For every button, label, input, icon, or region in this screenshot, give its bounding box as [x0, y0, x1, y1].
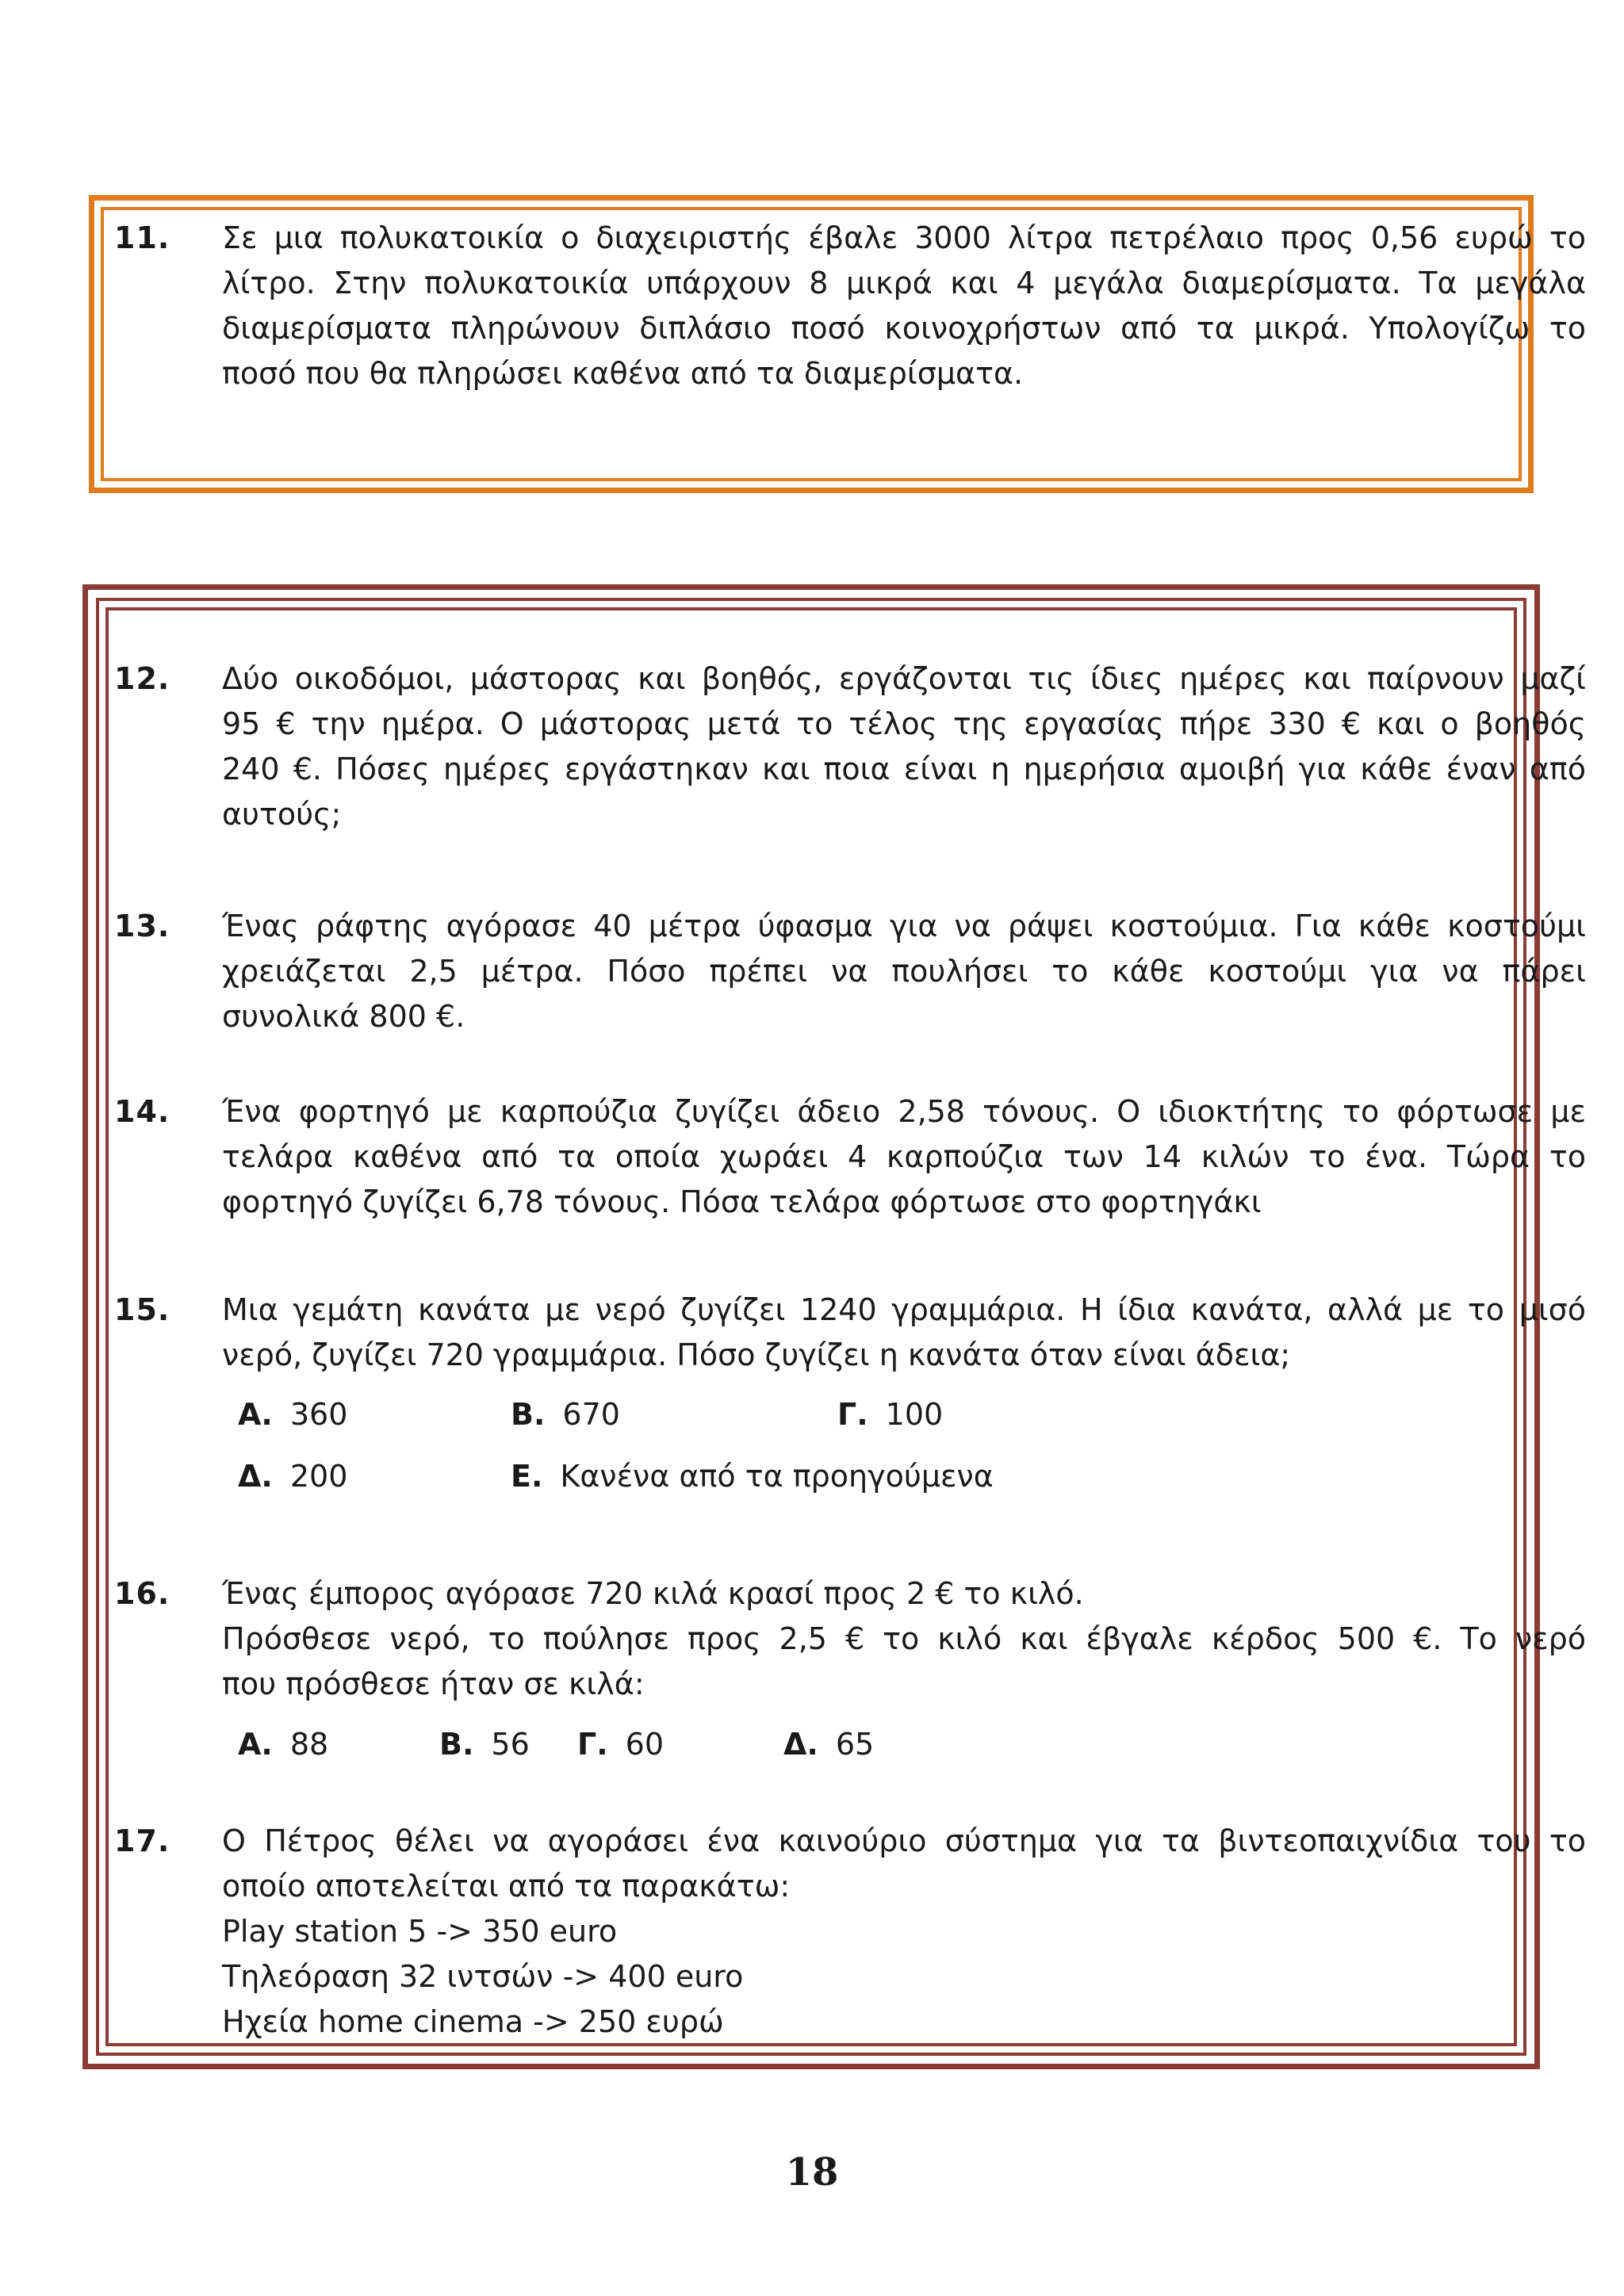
question-number: 17.: [114, 1823, 170, 1858]
text-line: Πρόσθεσε νερό, το πούλησε προς 2,5 € το κιλό και έβγαλε κέρδος 500 €. Το νερό: [222, 1621, 1586, 1656]
option-letter: Α.: [238, 1727, 273, 1762]
question-number: 14.: [114, 1094, 170, 1129]
option-a: [238, 1727, 328, 1762]
question-number: 11.: [114, 220, 170, 255]
question-number: 16.: [114, 1576, 170, 1611]
option-letter: Ε.: [511, 1459, 543, 1494]
text-line: φορτηγό ζυγίζει 6,78 τόνους. Πόσα τελάρα φόρτωσε στο φορτηγάκι: [222, 1184, 1262, 1219]
option-c: [577, 1727, 664, 1762]
text-line: νερό, ζυγίζει 720 γραμμάρια. Πόσο ζυγίζει η κανάτα όταν είναι άδεια;: [222, 1337, 1291, 1372]
text-line: 240 €. Πόσες ημέρες εργάστηκαν και ποια είναι η ημερήσια αμοιβή για κάθε έναν από: [222, 752, 1586, 786]
option-value: 88: [289, 1727, 329, 1762]
option-letter: Α.: [238, 1397, 273, 1432]
option-a: [238, 1397, 347, 1432]
option-e: [511, 1459, 994, 1494]
option-d: [238, 1459, 347, 1494]
text-line: που πρόσθεσε ήταν σε κιλά:: [222, 1667, 645, 1701]
question-text: [222, 216, 1586, 396]
text-line: συνολικά 800 €.: [222, 999, 465, 1034]
option-c: [837, 1397, 943, 1432]
question-text: [222, 656, 1586, 837]
option-letter: Β.: [511, 1397, 546, 1432]
text-line: Ένα φορτηγό με καρπούζια ζυγίζει άδειο 2,58 τόνους. Ο ιδιοκτήτης το φόρτωσε με: [222, 1094, 1586, 1129]
text-line: τελάρα καθένα από τα οποία χωράει 4 καρπούζια των 14 κιλών το ένα. Τώρα το: [222, 1139, 1586, 1174]
text-line: διαμερίσματα πληρώνουν διπλάσιο ποσό κοινοχρήστων από τα μικρά. Υπολογίζω το: [222, 311, 1586, 346]
question-number: 15.: [114, 1292, 170, 1327]
text-line: Ένας ράφτης αγόρασε 40 μέτρα ύφασμα για να ράψει κοστούμια. Για κάθε κοστούμι: [222, 909, 1586, 943]
text-line: Σε μια πολυκατοικία ο διαχειριστής έβαλε 3000 λίτρα πετρέλαιο προς 0,56 ευρώ το: [222, 220, 1586, 255]
question-text: [222, 1288, 1586, 1378]
question-number: 12.: [114, 661, 170, 696]
option-letter: Δ.: [783, 1727, 818, 1762]
question-text: [222, 1089, 1586, 1225]
text-line: λίτρο. Στην πολυκατοικία υπάρχουν 8 μικρά και 4 μεγάλα διαμερίσματα. Τα μεγάλα: [222, 266, 1586, 300]
option-letter: Β.: [439, 1727, 474, 1762]
option-value: 65: [835, 1727, 875, 1762]
text-line: ποσό που θα πληρώσει καθένα από τα διαμερίσματα.: [222, 356, 1024, 391]
text-line: χρειάζεται 2,5 μέτρα. Πόσο πρέπει να πουλήσει το κάθε κοστούμι για να πάρει: [222, 954, 1586, 989]
text-line: Ο Πέτρος θέλει να αγοράσει ένα καινούριο σύστημα για τα βιντεοπαιχνίδια του το: [222, 1823, 1586, 1858]
option-value: 100: [885, 1397, 944, 1432]
option-letter: Γ.: [837, 1397, 868, 1432]
question-text: [222, 1819, 1586, 2045]
option-d: [783, 1727, 874, 1762]
text-line: αυτούς;: [222, 797, 342, 832]
option-value: 670: [562, 1397, 620, 1432]
text-line: Δύο οικοδόμοι, μάστορας και βοηθός, εργάζονται τις ίδιες ημέρες και παίρνουν μαζί: [222, 661, 1586, 696]
question-number: 13.: [114, 909, 170, 943]
option-b: [511, 1397, 620, 1432]
text-line: Μια γεμάτη κανάτα με νερό ζυγίζει 1240 γραμμάρια. Η ίδια κανάτα, αλλά με το μισό: [222, 1292, 1586, 1327]
option-value: 56: [491, 1727, 530, 1762]
option-value: 60: [625, 1727, 665, 1762]
question-text: [222, 1571, 1586, 1707]
option-value: Κανένα από τα προηγούμενα: [560, 1459, 994, 1494]
option-letter: Γ.: [577, 1727, 608, 1762]
text-line: Τηλεόραση 32 ιντσών -> 400 euro: [222, 1959, 744, 1994]
option-b: [439, 1727, 530, 1762]
option-letter: Δ.: [238, 1459, 273, 1494]
question-text: [222, 904, 1586, 1039]
text-line: οποίο αποτελείται από τα παρακάτω:: [222, 1869, 791, 1904]
text-line: Ένας έμπορος αγόρασε 720 κιλά κρασί προς 2 € το κιλό.: [222, 1576, 1084, 1611]
text-line: Ηχεία home cinema -> 250 ευρώ: [222, 2004, 724, 2039]
text-line: Play station 5 -> 350 euro: [222, 1914, 618, 1949]
text-line: 95 € την ημέρα. Ο μάστορας μετά το τέλος της εργασίας πήρε 330 € και ο βοηθός: [222, 706, 1586, 741]
option-value: 360: [289, 1397, 348, 1432]
page-number: 18: [785, 2150, 839, 2195]
option-value: 200: [289, 1459, 348, 1494]
